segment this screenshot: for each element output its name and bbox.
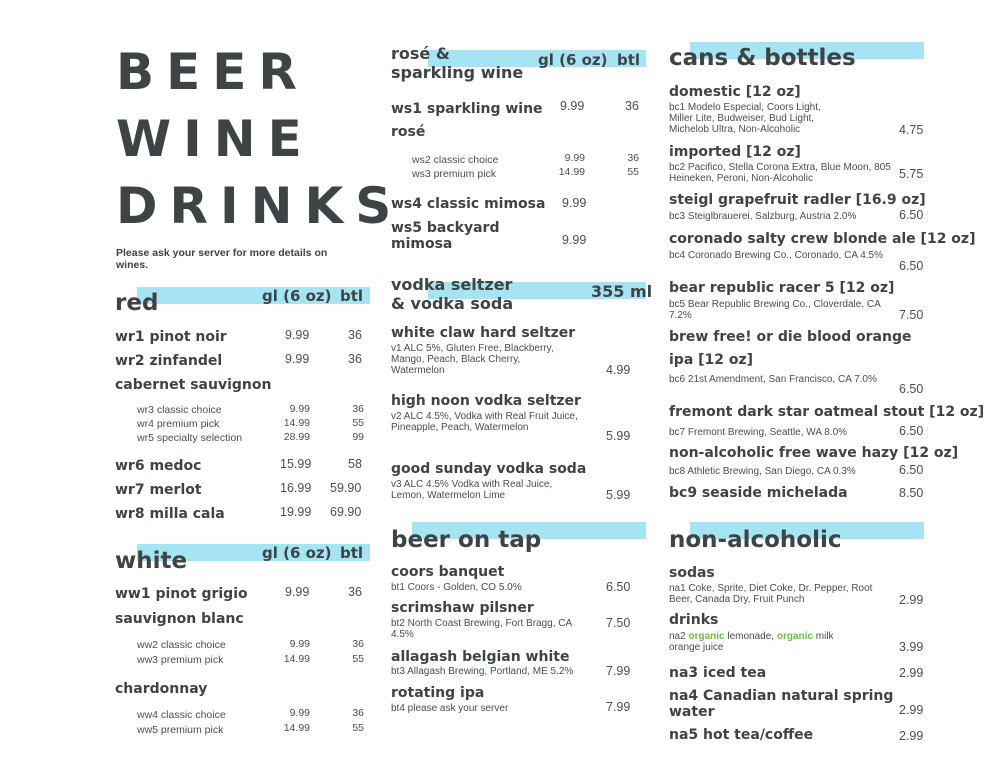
price-na4: 2.99 <box>899 703 924 717</box>
desc-bt1: bt1 Coors - Golden, CO 5.0% <box>391 582 522 593</box>
menu-item-bt3: allagash belgian white <box>391 649 570 665</box>
price-wr5-glass: 28.99 <box>283 431 310 443</box>
menu-item-na4: na4 Canadian natural spring water <box>669 688 894 720</box>
menu-item-bc6-line2: ipa [12 oz] <box>669 352 754 368</box>
price-bc6: 6.50 <box>899 382 924 396</box>
price-bt4: 7.99 <box>606 700 631 714</box>
price-wr3-bottle: 36 <box>352 403 364 415</box>
category-sauvignon-blanc: sauvignon blanc <box>115 611 244 627</box>
desc-bc2: bc2 Pacifico, Stella Corona Extra, Blue Moon, 805 Heineken, Peroni, Non-Alcoholic <box>669 162 891 184</box>
desc-na2-part2: lemonade, <box>724 631 777 642</box>
price-bt1: 6.50 <box>606 580 631 594</box>
red-bottle-header: btl <box>340 287 364 305</box>
desc-bt3: bt3 Allagash Brewing, Portland, ME 5.2% <box>391 666 574 677</box>
menu-item-ww1: ww1 pinot grigio <box>115 586 248 602</box>
desc-bc8: bc8 Athletic Brewing, San Diego, CA 0.3% <box>669 466 856 477</box>
price-wr7-glass: 16.99 <box>280 481 312 495</box>
price-ww4-glass: 9.99 <box>289 707 310 719</box>
rose-glass-header: gl (6 oz) <box>538 51 608 69</box>
menu-item-bt2: scrimshaw pilsner <box>391 600 534 616</box>
desc-v2: v2 ALC 4.5%, Vodka with Real Fruit Juice, Pineapple, Peach, Watermelon <box>391 411 578 433</box>
price-ws2-bottle: 36 <box>627 152 639 164</box>
desc-bc7: bc7 Fremont Brewing, Seattle, WA 8.0% <box>669 427 848 438</box>
desc-bc4: bc4 Coronado Brewing Co., Coronado, CA 4.5% <box>669 250 884 261</box>
menu-item-bc3: steigl grapefruit radler [16.9 oz] <box>669 192 926 208</box>
menu-item-wr6: wr6 medoc <box>115 458 202 474</box>
price-v2: 5.99 <box>606 429 631 443</box>
price-ww2-bottle: 36 <box>352 638 364 650</box>
menu-item-wr2: wr2 zinfandel <box>115 353 223 369</box>
price-bc4: 6.50 <box>899 259 924 273</box>
menu-item-na3: na3 iced tea <box>669 665 767 681</box>
menu-item-bc2: imported [12 oz] <box>669 144 801 160</box>
menu-item-ws2: ws2 classic choice <box>412 154 499 166</box>
price-na1: 2.99 <box>899 593 924 607</box>
desc-bc3: bc3 Steiglbrauerei, Salzburg, Austria 2.0% <box>669 211 857 222</box>
category-chardonnay: chardonnay <box>115 681 208 697</box>
red-heading: red <box>115 290 159 316</box>
menu-item-ws5: ws5 backyard mimosa <box>391 220 500 252</box>
price-ww5-glass: 14.99 <box>283 722 310 734</box>
menu-item-v2: high noon vodka seltzer <box>391 393 581 409</box>
desc-bt2: bt2 North Coast Brewing, Fort Bragg, CA 4.5% <box>391 618 572 640</box>
price-wr1-glass: 9.99 <box>285 328 310 342</box>
price-ww5-bottle: 55 <box>352 722 364 734</box>
menu-item-ww4: ww4 classic choice <box>137 709 226 721</box>
desc-bt4: bt4 please ask your server <box>391 703 509 714</box>
price-ww4-bottle: 36 <box>352 707 364 719</box>
price-na3: 2.99 <box>899 666 924 680</box>
menu-item-ws4: ws4 classic mimosa <box>391 196 546 212</box>
menu-item-wr5: wr5 specialty selection <box>137 432 243 444</box>
price-v3: 5.99 <box>606 488 631 502</box>
desc-bc5: bc5 Bear Republic Brewing Co., Cloverdale, CA 7.2% <box>669 299 881 321</box>
price-wr4-bottle: 55 <box>352 417 364 429</box>
menu-item-bc9: bc9 seaside michelada <box>669 485 848 501</box>
desc-v1: v1 ALC 5%, Gluten Free, Blackberry, Mango, Peach, Black Cherry, Watermelon <box>391 343 554 376</box>
price-wr8-glass: 19.99 <box>280 505 312 519</box>
desc-na2 <box>669 631 889 653</box>
menu-item-bc7: fremont dark star oatmeal stout [12 oz] <box>669 404 985 420</box>
menu-item-bt4: rotating ipa <box>391 685 485 701</box>
menu-item-bc8: non-alcoholic free wave hazy [12 oz] <box>669 445 959 461</box>
rose-bottle-header: btl <box>617 51 641 69</box>
menu-item-bc5: bear republic racer 5 [12 oz] <box>669 280 895 296</box>
menu-item-ww5: ww5 premium pick <box>137 724 224 736</box>
price-ww1-bottle: 36 <box>348 585 362 599</box>
price-bc5: 7.50 <box>899 308 924 322</box>
price-ws4-glass: 9.99 <box>562 196 587 210</box>
price-wr8-bottle: 69.90 <box>330 505 362 519</box>
desc-v3: v3 ALC 4.5% Vodka with Real Juice, Lemon, Watermelon Lime <box>391 479 553 501</box>
price-wr1-bottle: 36 <box>348 328 362 342</box>
price-wr5-bottle: 99 <box>352 431 364 443</box>
menu-item-ww3: ww3 premium pick <box>137 654 224 666</box>
white-bottle-header: btl <box>340 544 364 562</box>
price-ww3-glass: 14.99 <box>283 653 310 665</box>
vodka-heading-line2: & vodka soda <box>391 294 514 313</box>
price-wr6-glass: 15.99 <box>280 457 312 471</box>
price-bc3: 6.50 <box>899 208 924 222</box>
price-wr3-glass: 9.99 <box>289 403 310 415</box>
vodka-heading-line1: vodka seltzer <box>391 275 513 294</box>
menu-item-wr3: wr3 classic choice <box>137 404 222 416</box>
price-ww3-bottle: 55 <box>352 653 364 665</box>
organic-label-1: organic <box>688 631 725 642</box>
price-v1: 4.99 <box>606 363 631 377</box>
price-bc7: 6.50 <box>899 424 924 438</box>
na-heading: non-alcoholic <box>669 527 842 553</box>
rose-heading-line2: sparkling wine <box>391 63 524 82</box>
price-ws1-bottle: 36 <box>625 99 639 113</box>
menu-item-ws3: ws3 premium pick <box>412 168 497 180</box>
menu-item-v1: white claw hard seltzer <box>391 325 576 341</box>
price-ws3-bottle: 55 <box>627 166 639 178</box>
price-bc2: 5.75 <box>899 167 924 181</box>
price-bt2: 7.50 <box>606 616 631 630</box>
vodka-size-header: 355 ml <box>591 282 653 301</box>
price-wr4-glass: 14.99 <box>283 417 310 429</box>
price-wr7-bottle: 59.90 <box>330 481 362 495</box>
red-heading-highlight <box>137 287 370 304</box>
red-glass-header: gl (6 oz) <box>262 287 332 305</box>
menu-item-bc6-line1: brew free! or die blood orange <box>669 329 912 345</box>
desc-bc6: bc6 21st Amendment, San Francisco, CA 7.0% <box>669 374 877 385</box>
title-wine: WINE <box>116 110 314 168</box>
price-bc1: 4.75 <box>899 123 924 137</box>
menu-item-na1: sodas <box>669 565 715 581</box>
desc-na2-part1: na2 <box>669 631 689 642</box>
price-bt3: 7.99 <box>606 664 631 678</box>
price-ws5-glass: 9.99 <box>562 233 587 247</box>
menu-item-v3: good sunday vodka soda <box>391 461 587 477</box>
price-ws1-glass: 9.99 <box>560 99 585 113</box>
desc-na1: na1 Coke, Sprite, Diet Coke, Dr. Pepper, Root Beer, Canada Dry, Fruit Punch <box>669 583 873 605</box>
tap-heading: beer on tap <box>391 527 542 553</box>
price-bc8: 6.50 <box>899 463 924 477</box>
menu-item-wr4: wr4 premium pick <box>137 418 220 430</box>
menu-item-bc1: domestic [12 oz] <box>669 84 801 100</box>
menu-item-na5: na5 hot tea/coffee <box>669 727 814 743</box>
title-drinks: DRINKS <box>116 177 404 235</box>
menu-item-na2: drinks <box>669 612 719 628</box>
white-heading: white <box>115 548 188 574</box>
price-ww1-glass: 9.99 <box>285 585 310 599</box>
white-glass-header: gl (6 oz) <box>262 544 332 562</box>
menu-item-bc4: coronado salty crew blonde ale [12 oz] <box>669 231 976 247</box>
price-wr6-bottle: 58 <box>348 457 362 471</box>
menu-item-wr1: wr1 pinot noir <box>115 329 227 345</box>
category-rose: rosé <box>391 124 426 140</box>
price-ws3-glass: 14.99 <box>558 166 585 178</box>
cans-heading: cans & bottles <box>669 45 856 71</box>
menu-item-ww2: ww2 classic choice <box>137 639 226 651</box>
menu-item-wr8: wr8 milla cala <box>115 506 225 522</box>
desc-na2-part3: milk <box>812 631 834 642</box>
server-note: Please ask your server for more details on wines. <box>116 247 328 271</box>
organic-label-2: organic <box>776 631 813 642</box>
category-cabernet: cabernet sauvignon <box>115 377 272 393</box>
price-ws2-glass: 9.99 <box>564 152 585 164</box>
price-na2: 3.99 <box>899 640 924 654</box>
menu-item-ws1: ws1 sparkling wine <box>391 101 543 117</box>
menu-item-bt1: coors banquet <box>391 564 505 580</box>
price-bc9: 8.50 <box>899 486 924 500</box>
title-beer: BEER <box>116 43 309 101</box>
desc-na2-part4: orange juice <box>669 642 724 653</box>
desc-bc1: bc1 Modelo Especial, Coors Light, Miller Lite, Budweiser, Bud Light, Michelob Ultra, Non-Alcoholic <box>669 102 821 135</box>
price-wr2-glass: 9.99 <box>285 352 310 366</box>
menu-item-wr7: wr7 merlot <box>115 482 202 498</box>
price-ww2-glass: 9.99 <box>289 638 310 650</box>
price-wr2-bottle: 36 <box>348 352 362 366</box>
price-na5: 2.99 <box>899 729 924 743</box>
rose-heading-line1: rosé & <box>391 44 450 63</box>
